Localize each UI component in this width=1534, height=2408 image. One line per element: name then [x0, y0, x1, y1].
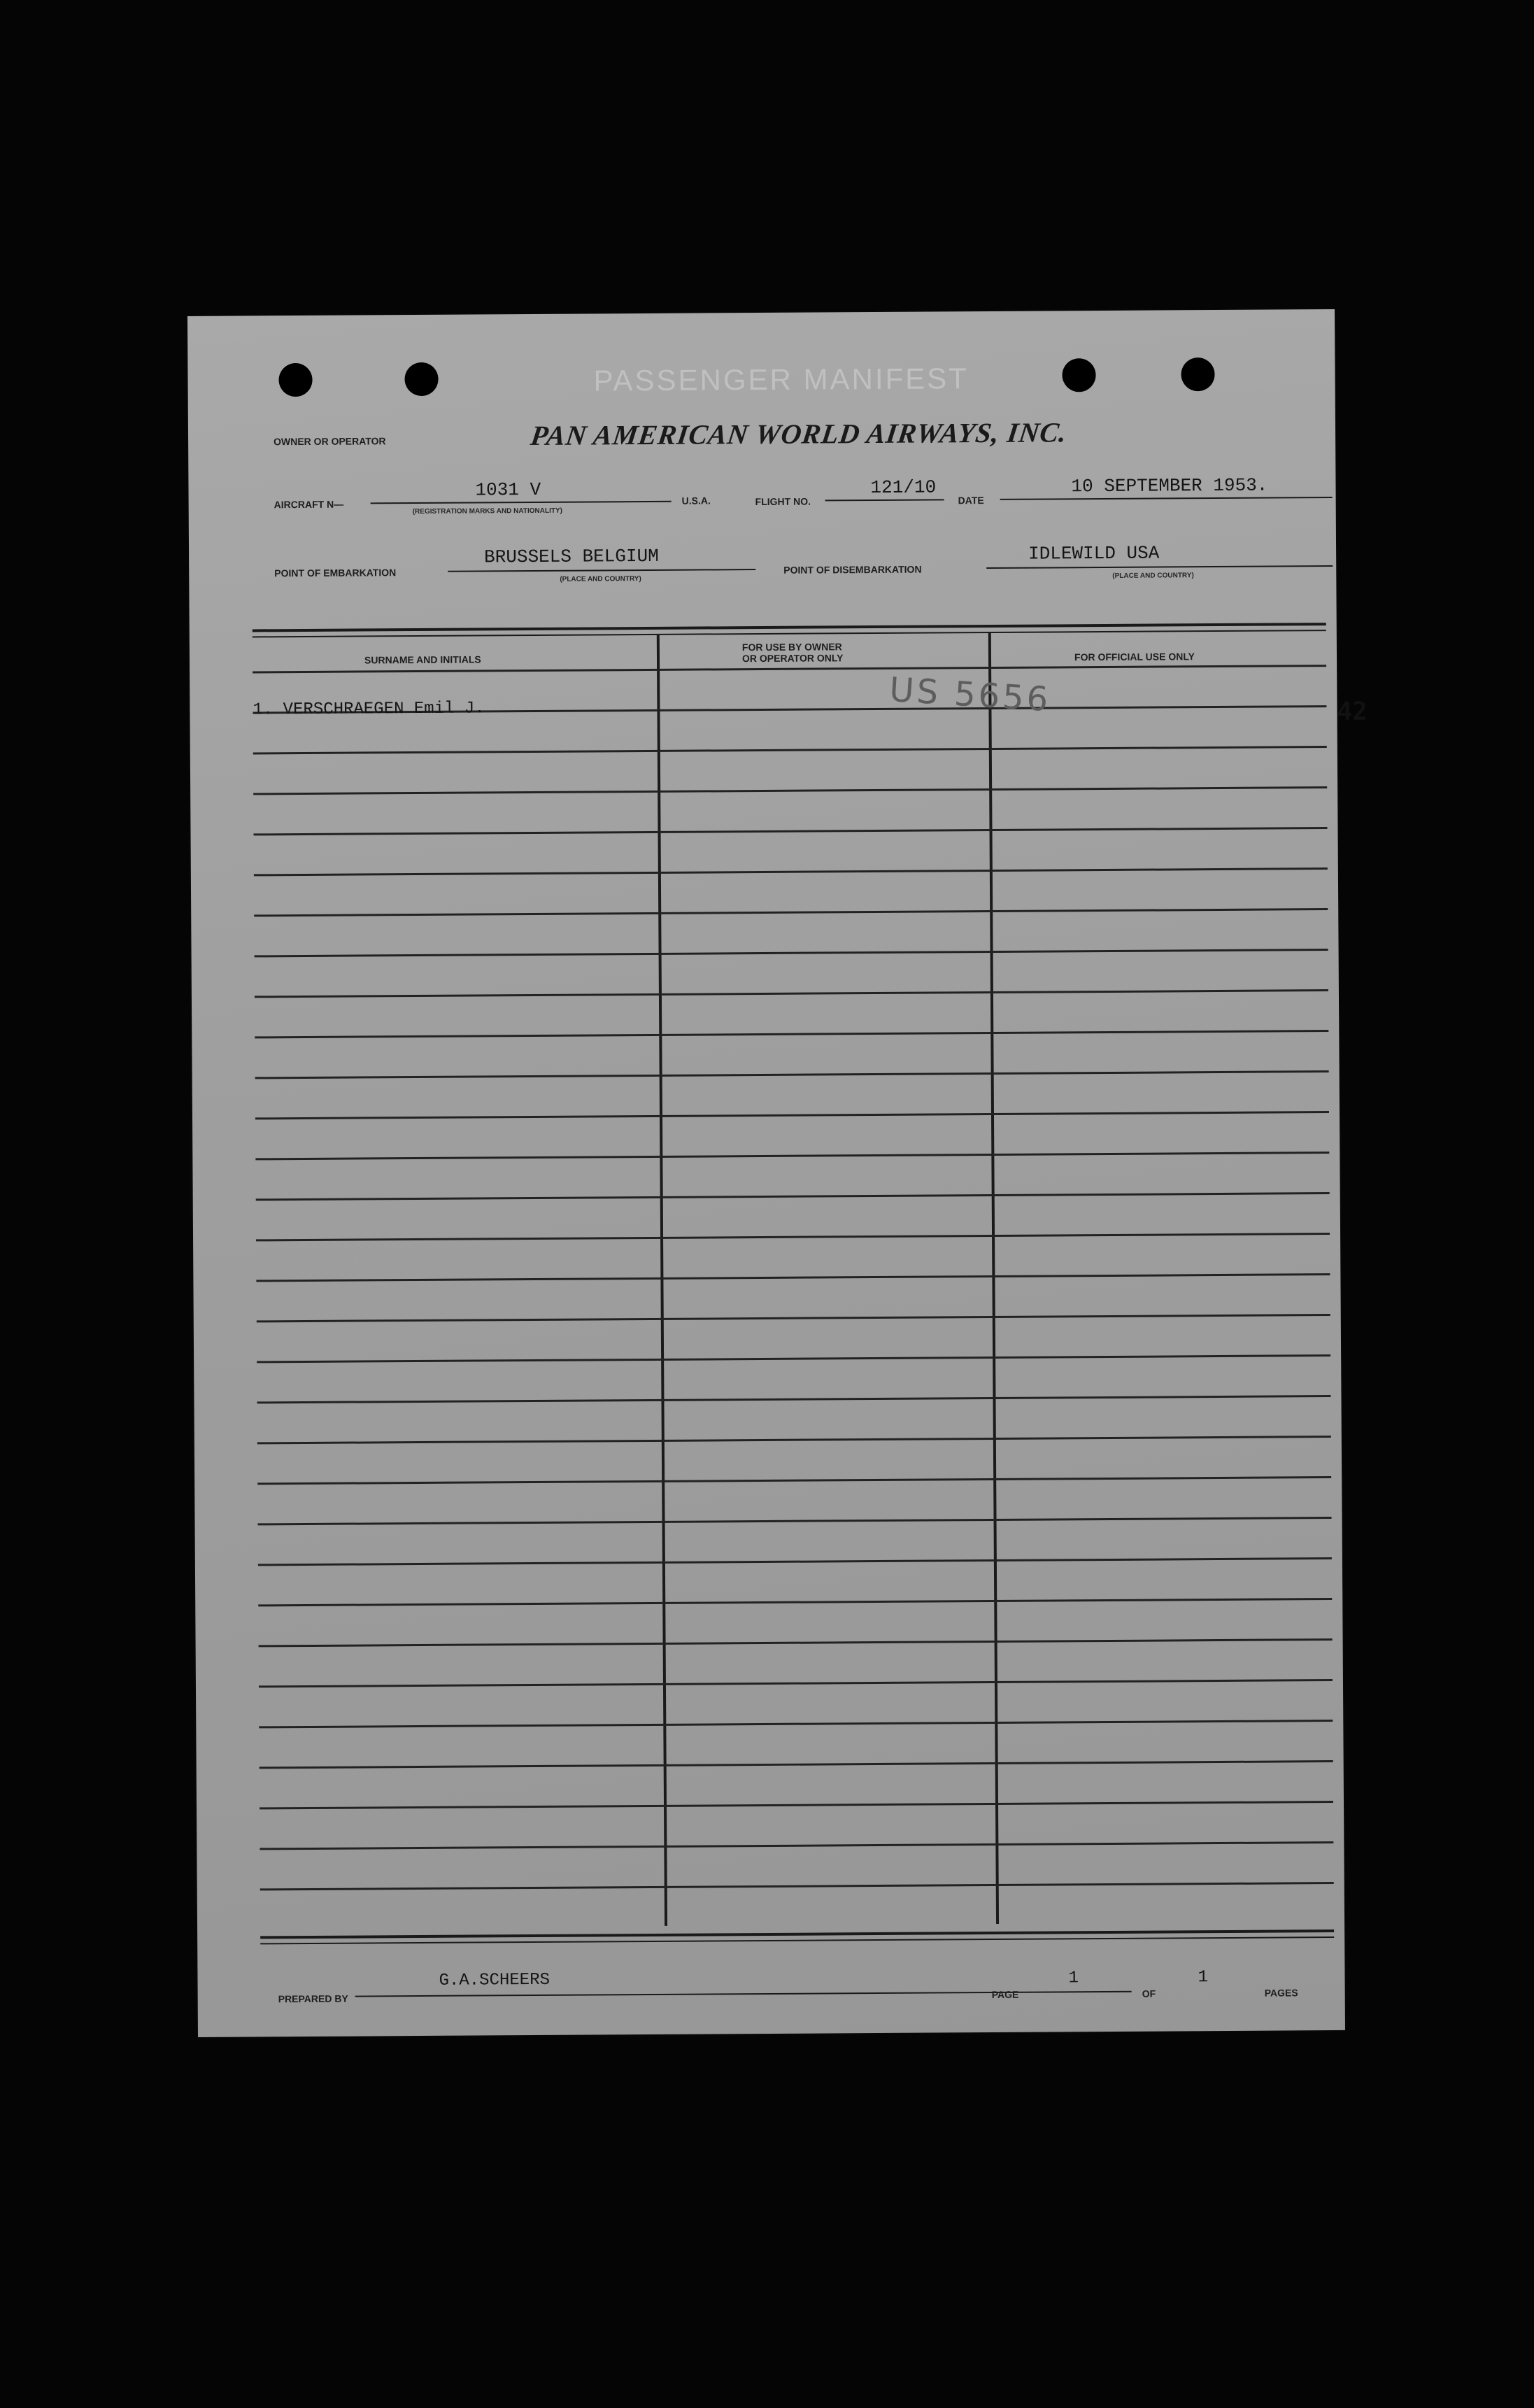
- page-label: PAGE: [991, 1988, 1019, 2001]
- manifest-sheet: [187, 309, 1368, 2037]
- table-row-line: [259, 1720, 1333, 1728]
- header-official: FOR OFFICIAL USE ONLY: [1074, 651, 1195, 663]
- date-label: DATE: [958, 495, 984, 507]
- date-underline: [1000, 497, 1333, 500]
- page-value: 1: [1068, 1969, 1079, 1988]
- table-row-line: [256, 1233, 1330, 1241]
- table-row-line: [258, 1517, 1332, 1525]
- official-use-number: 42: [1337, 697, 1368, 726]
- carrier-name: PAN AMERICAN WORLD AIRWAYS, INC.: [529, 416, 1070, 452]
- table-row-line: [255, 1030, 1328, 1038]
- operator-handwritten-number: US 5656: [888, 670, 1052, 720]
- country-label: U.S.A.: [681, 495, 711, 507]
- of-label: OF: [1142, 1988, 1156, 1999]
- embark-value: BRUSSELS BELGIUM: [484, 545, 659, 568]
- table-row-line: [257, 1354, 1330, 1363]
- aircraft-underline: [371, 501, 672, 504]
- prepared-label: PREPARED BY: [278, 1992, 348, 2005]
- flight-underline: [825, 499, 944, 501]
- table-row-line: [256, 1192, 1330, 1201]
- embark-sublabel: (PLACE AND COUNTRY): [560, 575, 641, 583]
- pages-label: PAGES: [1264, 1987, 1298, 1999]
- embark-underline: [448, 569, 755, 572]
- disembark-sublabel: (PLACE AND COUNTRY): [1112, 572, 1194, 580]
- table-row-line: [253, 665, 1326, 673]
- header-owner-line1: FOR USE BY OWNER: [741, 641, 842, 653]
- header-owner-line2: OR OPERATOR ONLY: [741, 652, 844, 665]
- table-row-line: [260, 1841, 1333, 1850]
- pages-value: 1: [1198, 1968, 1209, 1988]
- table-row-line: [254, 827, 1328, 835]
- table-rules: [187, 309, 1335, 316]
- table-row-line: [255, 949, 1328, 957]
- passenger-name: 1. VERSCHRAEGEN Emil J.: [253, 699, 485, 720]
- table-row-line: [255, 1152, 1329, 1160]
- date-value: 10 SEPTEMBER 1953.: [1071, 474, 1268, 497]
- table-row-line: [259, 1638, 1333, 1647]
- punch-hole-3: [1062, 358, 1095, 392]
- disembark-underline: [986, 565, 1333, 569]
- table-row-line: [257, 1395, 1330, 1403]
- table-row-line: [253, 786, 1327, 795]
- form-title: PASSENGER MANIFEST: [593, 362, 970, 397]
- flight-value: 121/10: [870, 476, 937, 499]
- header-surname: SURNAME AND INITIALS: [364, 653, 481, 666]
- embark-label: POINT OF EMBARKATION: [274, 567, 397, 579]
- table-row-line: [260, 1760, 1333, 1769]
- table-row-line: [255, 1111, 1329, 1119]
- table-row-line: [257, 1476, 1331, 1485]
- punch-hole-4: [1181, 357, 1214, 391]
- table-row-line: [258, 1557, 1332, 1566]
- table-row-line: [260, 1801, 1333, 1809]
- aircraft-sublabel: (REGISTRATION MARKS AND NATIONALITY): [412, 507, 562, 516]
- table-row-line: [255, 1070, 1329, 1079]
- column-divider-2: [988, 633, 999, 1924]
- table-row-line: [255, 989, 1328, 998]
- table-row-line: [257, 1314, 1330, 1322]
- aircraft-value: 1031 V: [475, 479, 541, 501]
- table-row-line: [257, 1436, 1331, 1444]
- table-row-line: [254, 867, 1328, 876]
- punch-hole-1: [278, 363, 312, 397]
- table-row-line: [256, 1273, 1330, 1282]
- flight-label: FLIGHT NO.: [755, 495, 811, 508]
- prepared-value: G.A.SCHEERS: [439, 1970, 551, 1990]
- disembark-value: IDLEWILD USA: [1028, 542, 1160, 565]
- column-divider-1: [657, 635, 667, 1926]
- table-row-line: [254, 908, 1328, 916]
- owner-label: OWNER OR OPERATOR: [274, 435, 386, 448]
- table-row-line: [260, 1882, 1334, 1890]
- punch-hole-2: [404, 362, 438, 396]
- disembark-label: POINT OF DISEMBARKATION: [783, 563, 922, 576]
- table-row-line: [258, 1598, 1332, 1606]
- aircraft-label: AIRCRAFT N—: [274, 498, 344, 511]
- table-row-line: [259, 1679, 1333, 1687]
- table-row-line: [253, 746, 1327, 754]
